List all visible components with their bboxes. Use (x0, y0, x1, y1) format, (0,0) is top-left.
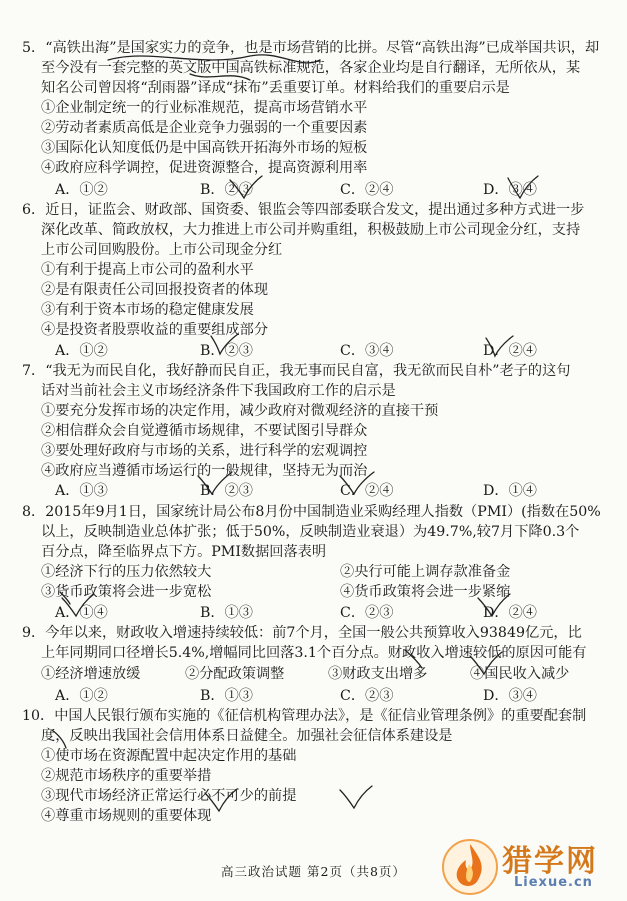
question-stem: 至今没有一套完整的英文版中国高铁标准规范，各家企业均是自行翻译，无所依从，某 (41, 60, 581, 76)
question-stem: 知名公司曾因将“刮雨器”译成“抹布”丢重要订单。材料给我们的重要启示是 (41, 80, 510, 96)
question-stem: 上市公司回购股份。上市公司现金分红 (41, 242, 283, 258)
question-stem: 话对当前社会主义市场经济条件下我国政府工作的启示是 (41, 383, 396, 399)
statement: ③财政支出增多 (328, 666, 428, 682)
option-d: D．③④ (483, 688, 537, 704)
statement: ②分配政策调整 (185, 666, 285, 682)
question-stem: 深化改革、简政放权，大力推进上市公司并购重组，积极鼓励上市公司现金分红，支持 (41, 222, 581, 238)
statement: ③有利于资本市场的稳定健康发展 (41, 302, 254, 318)
statement: ④货币政策将会进一步紧缩 (340, 584, 511, 600)
option-d: D．③④ (483, 182, 537, 198)
option-a: A．①② (55, 688, 108, 704)
statement: ①有利于提高上市公司的盈利水平 (41, 262, 254, 278)
question-stem: 7．“我无为而民自化，我好静而民自正，我无事而民自富，我无欲而民自朴”老子的这句 (22, 363, 571, 379)
statement: ②规范市场秩序的重要举措 (41, 768, 212, 784)
option-d: D．①④ (483, 483, 537, 499)
option-c: C．②③ (340, 688, 394, 704)
statement: ①经济增速放缓 (41, 666, 141, 682)
option-c: C．②③ (340, 605, 394, 621)
watermark-name: 猎学网 (502, 844, 598, 879)
option-d: D．②④ (483, 343, 537, 359)
option-b: B．①③ (200, 605, 253, 621)
option-c: C．③④ (340, 343, 394, 359)
statement: ②央行可能上调存款准备金 (340, 564, 511, 580)
option-a: A．①② (55, 182, 108, 198)
statement: ③国际化认知度低仍是中国高铁开拓海外市场的短板 (41, 140, 368, 156)
option-c: C．②④ (340, 483, 394, 499)
statement: ①经济下行的压力依然较大 (41, 564, 212, 580)
statement: ④政府应科学调控，促进资源整合，提高资源利用率 (41, 160, 368, 176)
statement: ④尊重市场规则的重要体现 (41, 808, 212, 824)
statement: ②劳动者素质高低是企业竞争力强弱的一个重要因素 (41, 120, 368, 136)
statement: ②是有限责任公司回报投资者的体现 (41, 282, 269, 298)
statement: ①要充分发挥市场的决定作用，减少政府对微观经济的直接干预 (41, 403, 439, 419)
watermark-url: Liexue.cn (514, 875, 593, 890)
statement: ③现代市场经济正常运行必不可少的前提 (41, 788, 297, 804)
option-b: B．①③ (200, 688, 253, 704)
question-stem: 8．2015年9月1日，国家统计局公布8月份中国制造业采购经理人指数（PMI）(指数在50% (22, 504, 601, 520)
question-stem: 以上，反映制造业总体扩张；低于50%，反映制造业衰退）为49.7%,较7月下降0.3个 (41, 524, 580, 540)
question-stem: 度，反映出我国社会信用体系日益健全。加强社会征信体系建设是 (41, 728, 453, 744)
option-a: A．①③ (55, 483, 108, 499)
option-a: A．①② (55, 343, 108, 359)
question-stem: 百分点，降至临界点下方。PMI数据回落表明 (41, 544, 327, 560)
option-b: B．②③ (200, 343, 253, 359)
question-stem: 9．今年以来，财政收入增速持续较低：前7个月，全国一般公共预算收入93849亿元，比 (22, 625, 582, 641)
option-b: B．②③ (200, 483, 253, 499)
page-footer: 高三政治试题 第2页（共8页） (221, 864, 406, 879)
question-stem: 10．中国人民银行颁布实施的《征信机构管理办法》，是《征信业管理条例》的重要配套制 (22, 708, 587, 724)
option-c: C．②④ (340, 182, 394, 198)
option-a: A．①④ (55, 605, 108, 621)
statement: ③货币政策将会进一步宽松 (41, 584, 212, 600)
statement: ④政府应当遵循市场运行的一般规律，坚持无为而治 (41, 463, 368, 479)
statement: ③要处理好政府与市场的关系，进行科学的宏观调控 (41, 443, 368, 459)
statement: ①企业制定统一的行业标准规范，提高市场营销水平 (41, 100, 368, 116)
question-stem: 5．“高铁出海”是国家实力的竞争，也是市场营销的比拼。尽管“高铁出海”已成举国共识，却 (22, 40, 600, 56)
question-stem: 上年同期同口径增长5.4%,增幅同比回落3.1个百分点。财政收入增速较低的原因可能有 (41, 645, 587, 661)
statement: ①使市场在资源配置中起决定作用的基础 (41, 748, 297, 764)
option-d: D．②④ (483, 605, 537, 621)
statement: ②相信群众会自觉遵循市场规律，不要试图引导群众 (41, 423, 368, 439)
question-stem: 6．近日，证监会、财政部、国资委、银监会等四部委联合发文，提出通过多种方式进一步 (22, 202, 585, 218)
option-b: B．②③ (200, 182, 253, 198)
statement: ④是投资者股票收益的重要组成部分 (41, 322, 269, 338)
statement: ④国民收入减少 (470, 666, 570, 682)
